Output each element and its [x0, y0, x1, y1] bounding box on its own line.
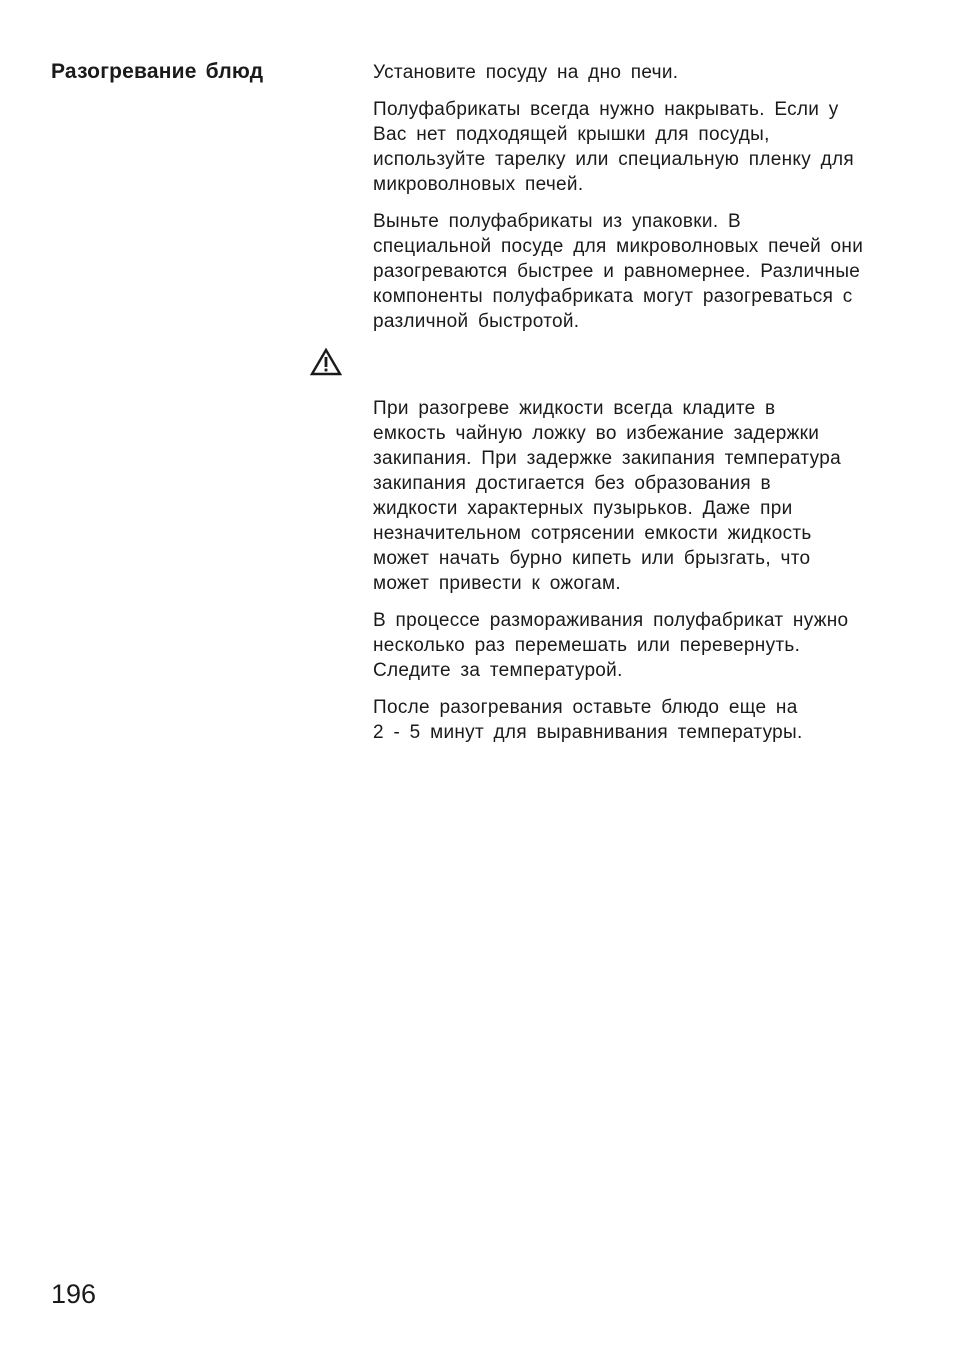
paragraph-warning-liquid: При разогреве жидкости всегда кладите в емкость чайную ложку во избежание задержки закипания. При задержке закипания температура закипания достигается без образования в жидкости характерных пузырьков. Даже при незначительном сотрясении емкости жидкость может начать бурно кипеть или брызгать, что может привести к ожогам. [373, 398, 841, 594]
paragraph-standing-time: После разогревания оставьте блюдо еще на 2 - 5 минут для выравнивания температуры. [373, 697, 803, 743]
paragraph-covering: Полуфабрикаты всегда нужно накрывать. Если у Вас нет подходящей крышки для посуды, используйте тарелку или специальную пленку для микроволновых печей. [373, 99, 854, 195]
warning-triangle-icon [310, 348, 342, 376]
warning-block [373, 346, 913, 596]
section-body [373, 60, 913, 757]
paragraph-placement: Установите посуду на дно печи. [373, 62, 679, 83]
page-number: 196 [51, 1279, 97, 1309]
section-title: Разогревание блюд [51, 60, 264, 83]
paragraph-unpacking: Выньте полуфабрикаты из упаковки. В специальной посуде для микроволновых печей они разогреваются быстрее и равномернее. Различные компоненты полуфабриката могут разогреваться с различной быстротой. [373, 211, 864, 332]
paragraph-defrosting: В процессе размораживания полуфабрикат нужно несколько раз перемешать или перевернуть. Следите за температурой. [373, 610, 849, 681]
